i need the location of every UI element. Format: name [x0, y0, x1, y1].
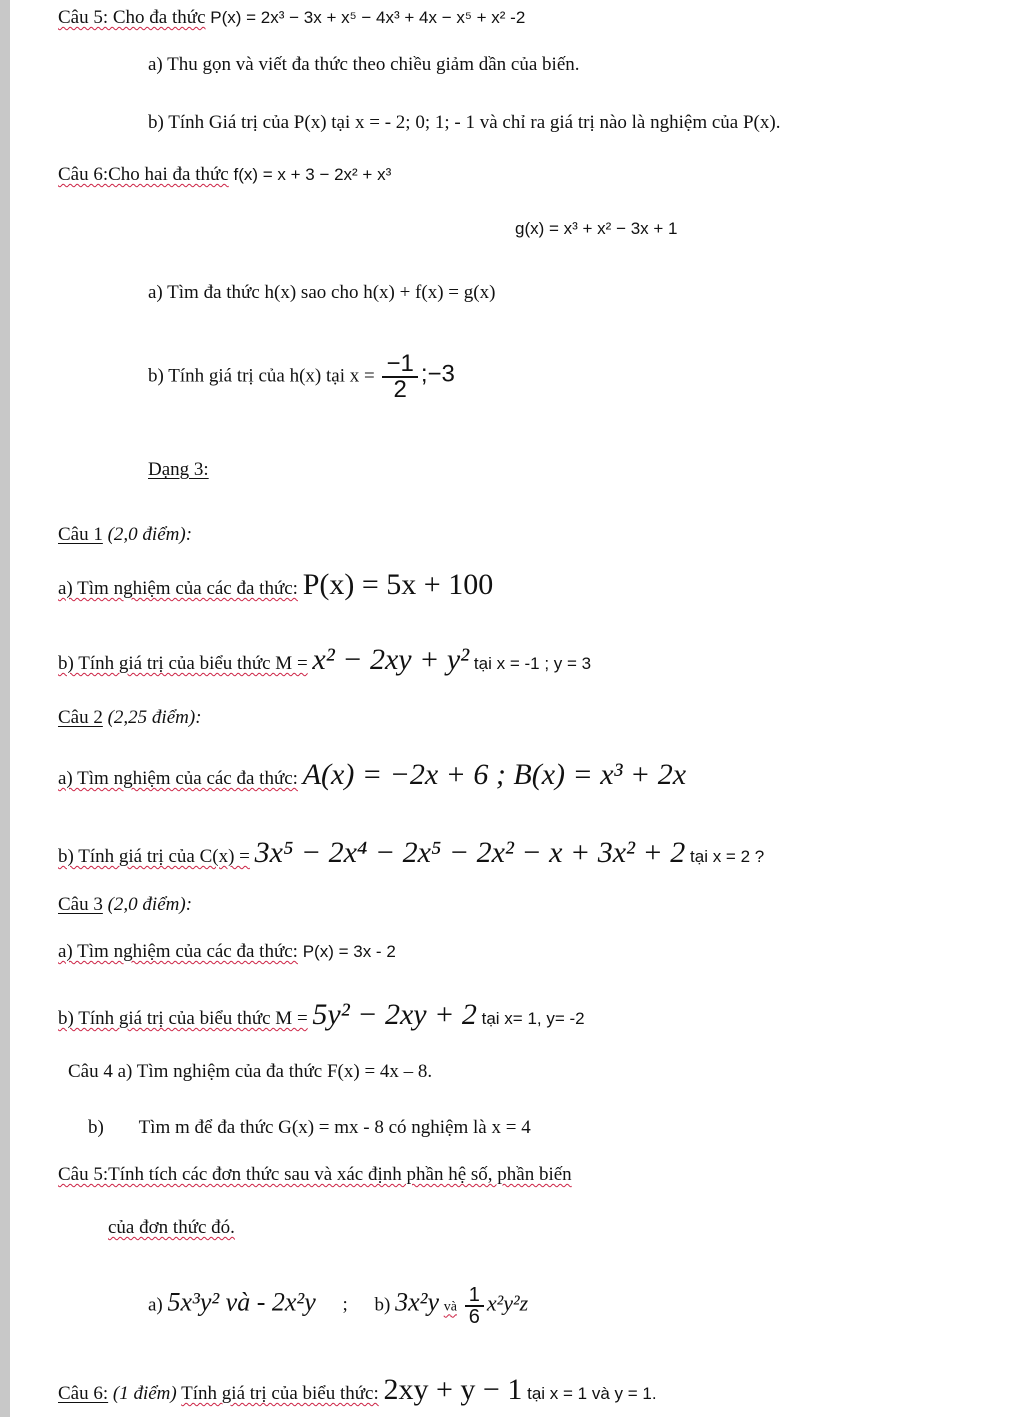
- q1-b-text: b) Tính giá trị của biểu thức M =: [58, 653, 308, 674]
- q3-b-tail: tại x= 1, y= -2: [481, 1009, 585, 1028]
- q2-a-math: A(x) = −2x + 6 ; B(x) = x³ + 2x: [302, 758, 687, 791]
- q5-frac-num: 1: [465, 1285, 484, 1307]
- q3-a-math: P(x) = 3x - 2: [302, 942, 396, 961]
- c6-title: Câu 6:Cho hai đa thức: [58, 164, 229, 185]
- q1-title: Câu 1: [58, 524, 103, 545]
- c5-poly: P(x) = 2x³ − 3x + x⁵ − 4x³ + 4x − x⁵ + x² -2: [210, 8, 526, 27]
- q6-math: 2xy + y − 1: [383, 1373, 523, 1406]
- q2-part-b: [58, 838, 764, 868]
- q5-line1: Câu 5:Tính tích các đơn thức sau và xác định phần hệ số, phần biến: [58, 1164, 572, 1185]
- q1-b-math: x² − 2xy + y²: [312, 643, 470, 676]
- q6-line: [58, 1375, 657, 1405]
- q3-part-b: [58, 1000, 585, 1030]
- q2-a-text: a) Tìm nghiệm của các đa thức:: [58, 768, 298, 789]
- c5-part-b: b) Tính Giá trị của P(x) tại x = - 2; 0; 1; - 1 và chỉ ra giá trị nào là nghiệm của P(x).: [148, 112, 781, 133]
- c6-fraction: [382, 352, 417, 402]
- page-edge: [0, 0, 10, 1417]
- c6-frac-num: −1: [382, 352, 417, 378]
- c6-b-tail: ;−3: [420, 360, 455, 388]
- q2-heading: [58, 708, 202, 727]
- q2-b-math: 3x⁵ − 2x⁴ − 2x⁵ − 2x² − x + 3x² + 2: [254, 836, 686, 869]
- c5-part-a: a) Thu gọn và viết đa thức theo chiều giảm dần của biến.: [148, 54, 580, 75]
- c6-title-line: [58, 165, 391, 184]
- q4-part-b: [88, 1118, 531, 1137]
- q2-b-text: b) Tính giá trị của C(x) =: [58, 846, 250, 867]
- q2-part-a: [58, 760, 686, 790]
- q1-part-a: [58, 570, 493, 600]
- q5-parts: [148, 1285, 528, 1327]
- c5-title-line: [58, 8, 525, 27]
- q5-a-math: 5x³y² và - 2x²y: [167, 1287, 316, 1317]
- q2-title: Câu 2: [58, 707, 103, 728]
- q1-b-tail: tại x = -1 ; y = 3: [473, 654, 592, 673]
- q5-b-va: và: [443, 1299, 457, 1315]
- q5-b-math2: x²y²z: [486, 1290, 529, 1316]
- q1-points: (2,0 điểm):: [107, 524, 193, 545]
- q2-points: (2,25 điểm):: [107, 707, 202, 728]
- q1-part-b: [58, 645, 591, 675]
- section-heading: Dạng 3:: [148, 459, 209, 480]
- q3-heading: [58, 895, 192, 914]
- q5-b-label: b): [374, 1294, 391, 1316]
- c5-title: Câu 5: Cho đa thức: [58, 7, 206, 28]
- c6-frac-den: 2: [393, 376, 407, 403]
- q2-b-tail: tại x = 2 ?: [690, 847, 765, 866]
- q5-frac-den: 6: [468, 1306, 480, 1328]
- c6-g: g(x) = x³ + x² − 3x + 1: [515, 219, 678, 238]
- q6-points: (1 điểm): [112, 1383, 177, 1404]
- q3-points: (2,0 điểm):: [107, 894, 193, 915]
- q6-tail: tại x = 1 và y = 1.: [527, 1384, 657, 1403]
- c6-part-b: [148, 352, 455, 402]
- c6-f: f(x) = x + 3 − 2x² + x³: [233, 165, 392, 184]
- q1-heading: [58, 525, 192, 544]
- c6-part-a: a) Tìm đa thức h(x) sao cho h(x) + f(x) = g(x): [148, 282, 496, 303]
- q4-part-a: Câu 4 a) Tìm nghiệm của đa thức F(x) = 4x – 8.: [68, 1061, 433, 1082]
- q3-a-text: a) Tìm nghiệm của các đa thức:: [58, 941, 298, 962]
- q1-a-text: a) Tìm nghiệm của các đa thức:: [58, 578, 298, 599]
- q4-b-text: Tìm m để đa thức G(x) = mx - 8 có nghiệm là x = 4: [138, 1117, 531, 1138]
- q5-a-label: a): [148, 1294, 163, 1316]
- q3-part-a: [58, 942, 396, 961]
- q3-b-text: b) Tính giá trị của biểu thức M =: [58, 1008, 308, 1029]
- q3-title: Câu 3: [58, 894, 103, 915]
- q5-line2: của đơn thức đó.: [108, 1217, 235, 1238]
- c6-b-text: b) Tính giá trị của h(x) tại x =: [148, 365, 375, 387]
- q3-b-math: 5y² − 2xy + 2: [312, 998, 477, 1031]
- q5-separator: ;: [342, 1294, 348, 1316]
- q1-a-math: P(x) = 5x + 100: [302, 568, 494, 601]
- q4-b-label: b): [88, 1117, 104, 1138]
- q5-fraction: [465, 1285, 484, 1327]
- q5-b-math1: 3x²y: [395, 1287, 439, 1317]
- q6-title: Câu 6:: [58, 1383, 109, 1404]
- q6-text: Tính giá trị của biểu thức:: [181, 1383, 379, 1404]
